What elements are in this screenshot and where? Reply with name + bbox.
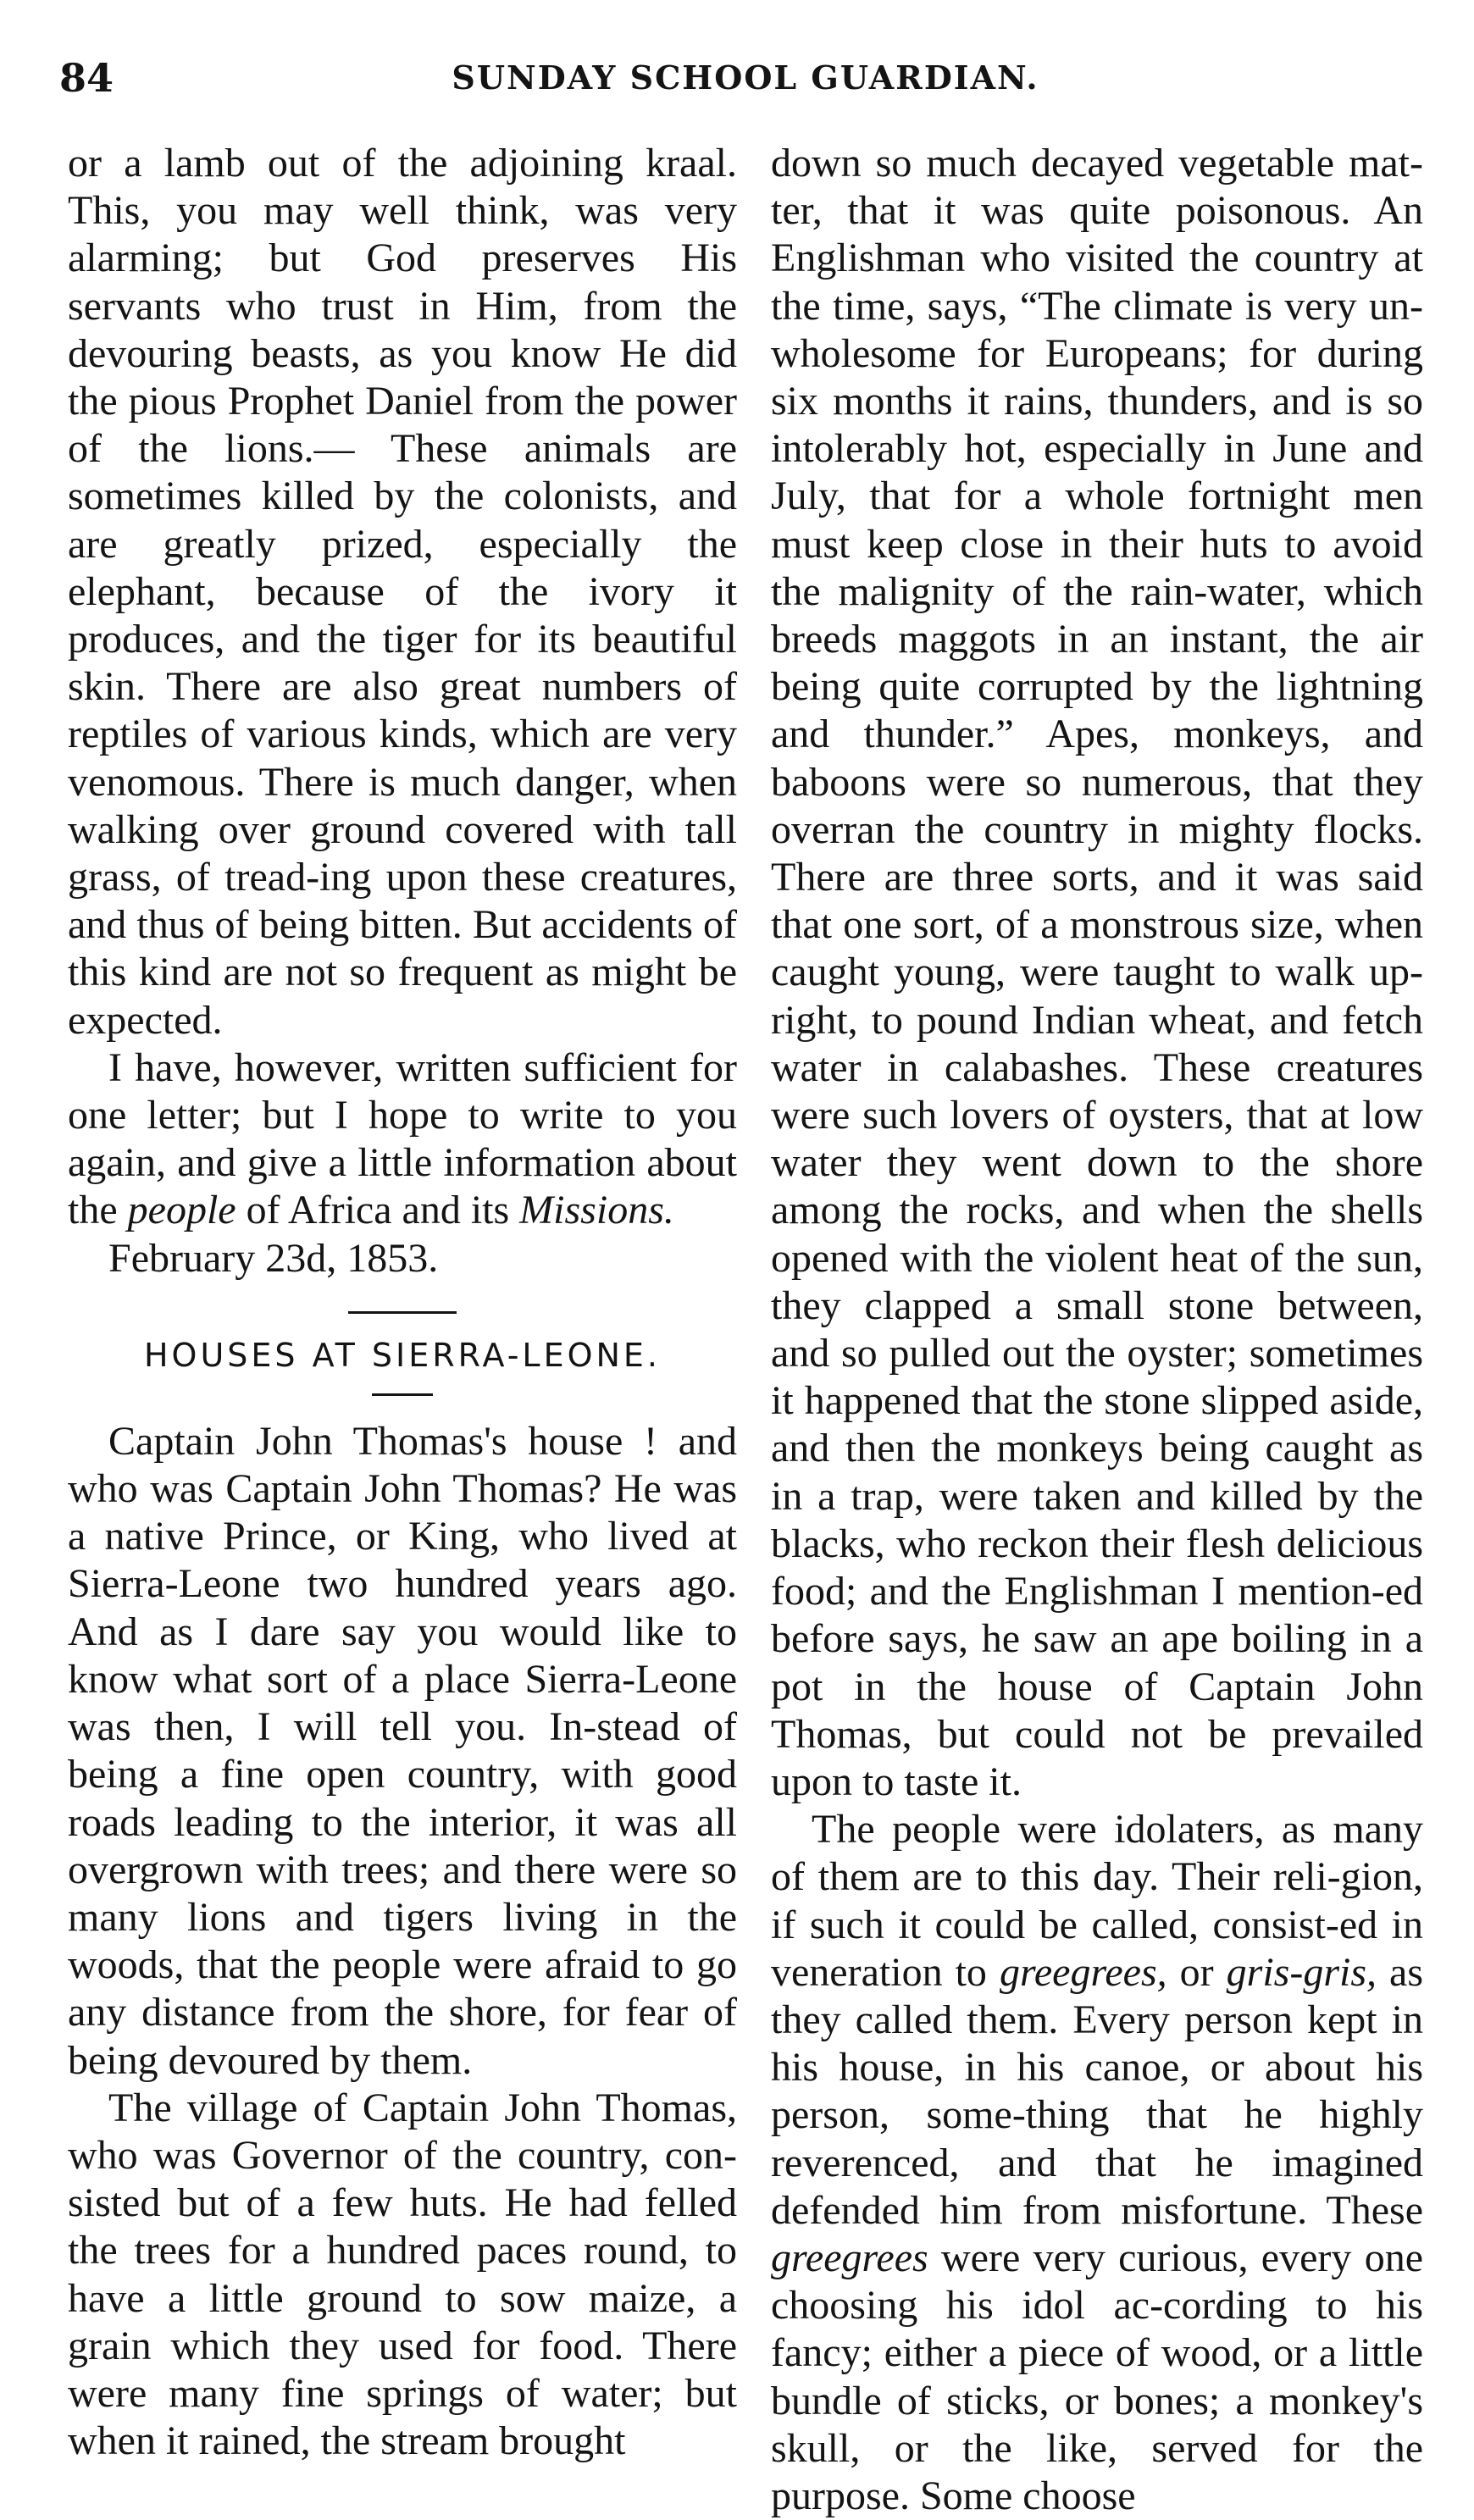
page-number: 84 xyxy=(59,55,114,101)
section-heading: HOUSES AT SIERRA-LEONE. xyxy=(143,1336,662,1374)
text-run: were very curious, every one choosing his idol ac-cording to his fancy; either a piece of wood, or a little bundle of sticks, or bones; a monkey's skull, or the like, served for the purpose. Some choose xyxy=(771,2235,1423,2518)
italic-word: Missions. xyxy=(519,1188,674,1233)
text-run: of Africa and its xyxy=(236,1188,520,1233)
text-run: I have, however, written sufficient for one letter; but I hope to write to you again, and give a little information about the xyxy=(68,1044,737,1233)
section-divider xyxy=(348,1311,457,1314)
italic-word: greegrees xyxy=(771,2235,928,2280)
italic-word: people xyxy=(127,1188,236,1233)
heading-rule xyxy=(372,1393,433,1396)
italic-word: greegrees, xyxy=(999,1949,1167,1995)
letter-date: February 23d, 1853. xyxy=(108,1235,439,1281)
text-run: as they called them. Every person kept in his house, in his canoe, or about his person, some-thing that he highly reverenced, and that he imagined defended him from misfortune. These xyxy=(771,1949,1424,2233)
journal-title: SUNDAY SCHOOL GUARDIAN. xyxy=(452,58,1039,97)
text-run: or xyxy=(1166,1949,1227,1995)
paragraph xyxy=(771,1806,1423,2520)
paragraph: The village of Captain John Thomas, who was Governor of the country, con-sisted but of a few huts. He had felled the trees for a hundred paces round, to have a little ground to sow maize, a grain which they used for food. There were many fine springs of water; but when it rained, the stream brought xyxy=(68,2085,737,2464)
paragraph: down so much decayed vegetable mat-ter, that it was quite poisonous. An Englishman who visited the country at the time, says, “The climate is very un-wholesome for Europeans; for during six months it rains, thunders, and is so intolerably hot, especially in June and July, that for a whole fortnight men must keep close in their huts to avoid the malignity of the rain-water, which breeds maggots in an instant, the air being quite corrupted by the lightning and thunder.” Apes, monkeys, and baboons were so numerous, that they overran the country in mighty flocks. There are three sorts, and it was said that one sort, of a monstrous size, when caught young, were taught to walk up-right, to pound Indian wheat, and fetch water in calabashes. These creatures were such lovers of oysters, that at low water they went down to the shore among the rocks, and when the shells opened with the violent heat of the sun, they clapped a small stone between, and so pulled out the oyster; sometimes it happened that the stone slipped aside, and then the monkeys being caught as in a trap, were taken and killed by the blacks, who reckon their flesh delicious food; and the Englishman I mention-ed before says, he saw an ape boiling in a pot in the house of Captain John Thomas, but could not be prevailed upon to taste it. xyxy=(771,141,1423,1804)
right-column xyxy=(771,140,1423,2520)
italic-word: gris-gris, xyxy=(1226,1949,1377,1995)
paragraph xyxy=(68,1044,737,1235)
running-head xyxy=(59,53,1432,103)
paragraph: or a lamb out of the adjoining kraal. This, you may well think, was very alarming; but God preserves His servants who trust in Him, from the devouring beasts, as you know He did the pious Prophet Daniel from the power of the lions.— These animals are sometimes killed by the colonists, and are greatly prized, especially the elephant, because of the ivory it produces, and the tiger for its beautiful skin. There are also great numbers of reptiles of various kinds, which are very venomous. There is much danger, when walking over ground covered with tall grass, of tread-ing upon these creatures, and thus of being bitten. But accidents of this kind are not so frequent as might be expected. xyxy=(68,141,737,1043)
left-column xyxy=(68,140,737,2465)
text-run: The people were idolaters, as many of them are to this day. Their reli-gion, if such it could be called, consist-ed in veneration to xyxy=(771,1807,1423,1995)
paragraph: Captain John Thomas's house ! and who was Captain John Thomas? He was a native Prince, or King, who lived at Sierra-Leone two hundred years ago. And as I dare say you would like to know what sort of a place Sierra-Leone was then, I will tell you. In-stead of being a fine open country, with good roads leading to the interior, it was all overgrown with trees; and there were so many lions and tigers living in the woods, that the people were afraid to go any distance from the shore, for fear of being devoured by them. xyxy=(68,1418,737,2083)
